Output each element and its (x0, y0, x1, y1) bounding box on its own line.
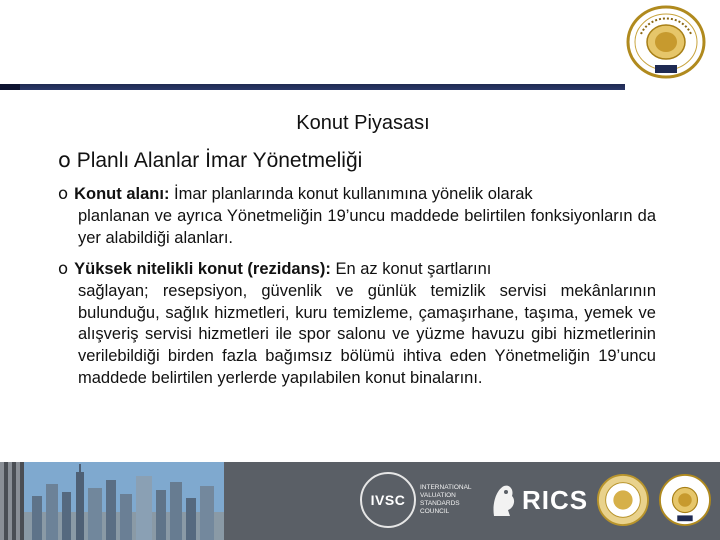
association-seal-icon (596, 472, 650, 528)
rics-logo (488, 480, 588, 520)
rics-lion-icon (488, 480, 518, 520)
bullet-marker: o (58, 184, 69, 203)
city-skyline-image (24, 462, 224, 540)
section-heading (58, 148, 362, 173)
term-label: Konut alanı: (74, 185, 170, 203)
slide-title: Konut Piyasası (296, 112, 430, 134)
ivsc-mark: IVSC (360, 472, 416, 528)
term-label: Yüksek nitelikli konut (rezidans): (74, 260, 331, 278)
bullet-marker: o (58, 148, 71, 172)
section-heading-text: Planlı Alanlar İmar Yönetmeliği (76, 149, 363, 172)
header-accent-bar (0, 84, 625, 90)
item-continuation: planlanan ve ayrıca Yönetmeliğin 19’uncu maddede belirtilen fonksiyonların da yer alabildiği alanları. (78, 206, 656, 247)
item-continuation: sağlayan; resepsiyon, güvenlik ve günlük temizlik servisi mekânlarının bulunduğu, sağlık hizmetleri, kuru temizleme, çamaşırhane, taşıma, yemek ve alışveriş servisi hizmetleri ile spor salonu ve yüzme havuzu gibi hizmetlerinin verilebildiği birden fazla bağımsız bölümü ihtiva eden Yönetmeliğin 19’uncu maddede belirtilen yerlerde yapılabilen konut binalarını. (78, 281, 656, 387)
item-first-line: En az konut şartlarını (335, 260, 492, 278)
footer-stripes (0, 462, 26, 540)
list-item (58, 183, 656, 249)
list-item (58, 258, 656, 390)
rics-text: RICS (522, 484, 589, 515)
ankara-university-seal-icon (658, 472, 712, 528)
bullet-marker: o (58, 259, 69, 278)
footer-logos (360, 468, 712, 532)
item-first-line: İmar planlarında konut kullanımına yönelik olarak (174, 185, 533, 203)
ivsc-text: INTERNATIONAL VALUATION STANDARDS COUNCIL (420, 484, 472, 515)
ivsc-logo (360, 470, 480, 530)
ankara-university-seal-icon (625, 4, 707, 80)
